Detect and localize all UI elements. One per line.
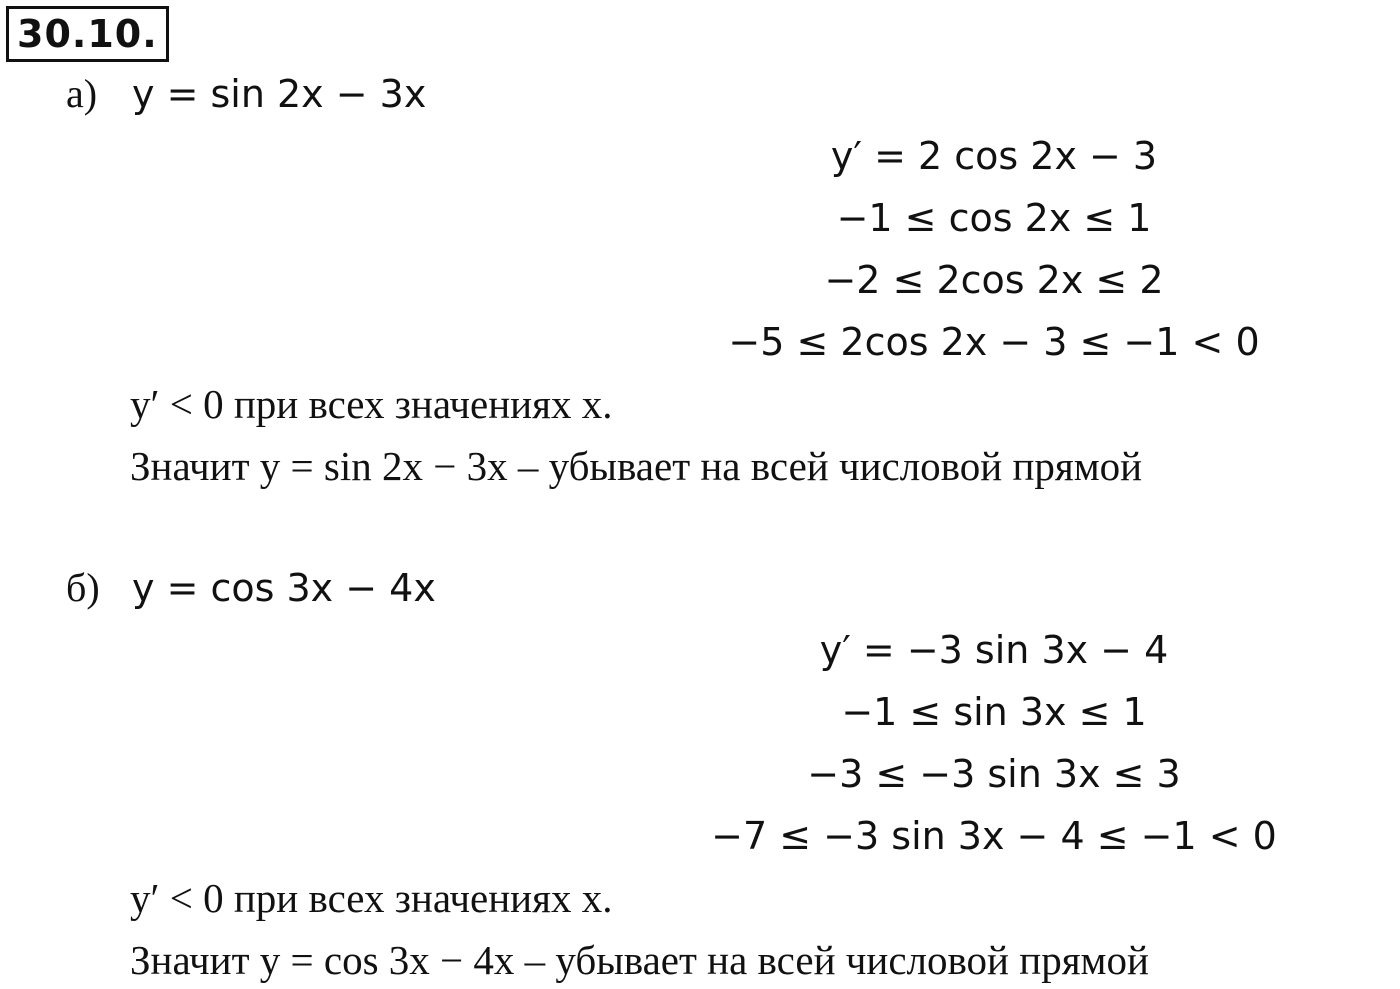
part-a-label: а)	[66, 71, 98, 116]
part-b-label: б)	[66, 565, 100, 610]
part-b-conclusion-decreasing: Значит y = cos 3x − 4x – убывает на всей числовой прямой	[130, 937, 1149, 983]
part-b-step-sin-bounds: −1 ≤ sin 3x ≤ 1	[841, 690, 1147, 734]
part-a-conclusion-decreasing: Значит y = sin 2x − 3x – убывает на всей числовой прямой	[130, 443, 1143, 489]
part-a-function: y = sin 2x − 3x	[132, 72, 427, 116]
part-b-conclusion-sign: y′ < 0 при всех значениях x.	[130, 875, 613, 921]
part-a-step-scaled-bounds: −2 ≤ 2cos 2x ≤ 2	[824, 258, 1164, 302]
part-b-step-derivative: y′ = −3 sin 3x − 4	[819, 628, 1169, 672]
part-b-step-final-bounds: −7 ≤ −3 sin 3x − 4 ≤ −1 < 0	[711, 814, 1277, 858]
part-b-step-scaled-bounds: −3 ≤ −3 sin 3x ≤ 3	[807, 752, 1181, 796]
part-a-step-final-bounds: −5 ≤ 2cos 2x − 3 ≤ −1 < 0	[728, 320, 1260, 364]
part-a-step-cos-bounds: −1 ≤ cos 2x ≤ 1	[836, 196, 1152, 240]
part-b-function: y = cos 3x − 4x	[132, 566, 436, 610]
part-a-conclusion-sign: y′ < 0 при всех значениях x.	[130, 381, 613, 427]
problem-number: 30.10.	[6, 6, 169, 62]
part-a-step-derivative: y′ = 2 cos 2x − 3	[830, 134, 1158, 178]
